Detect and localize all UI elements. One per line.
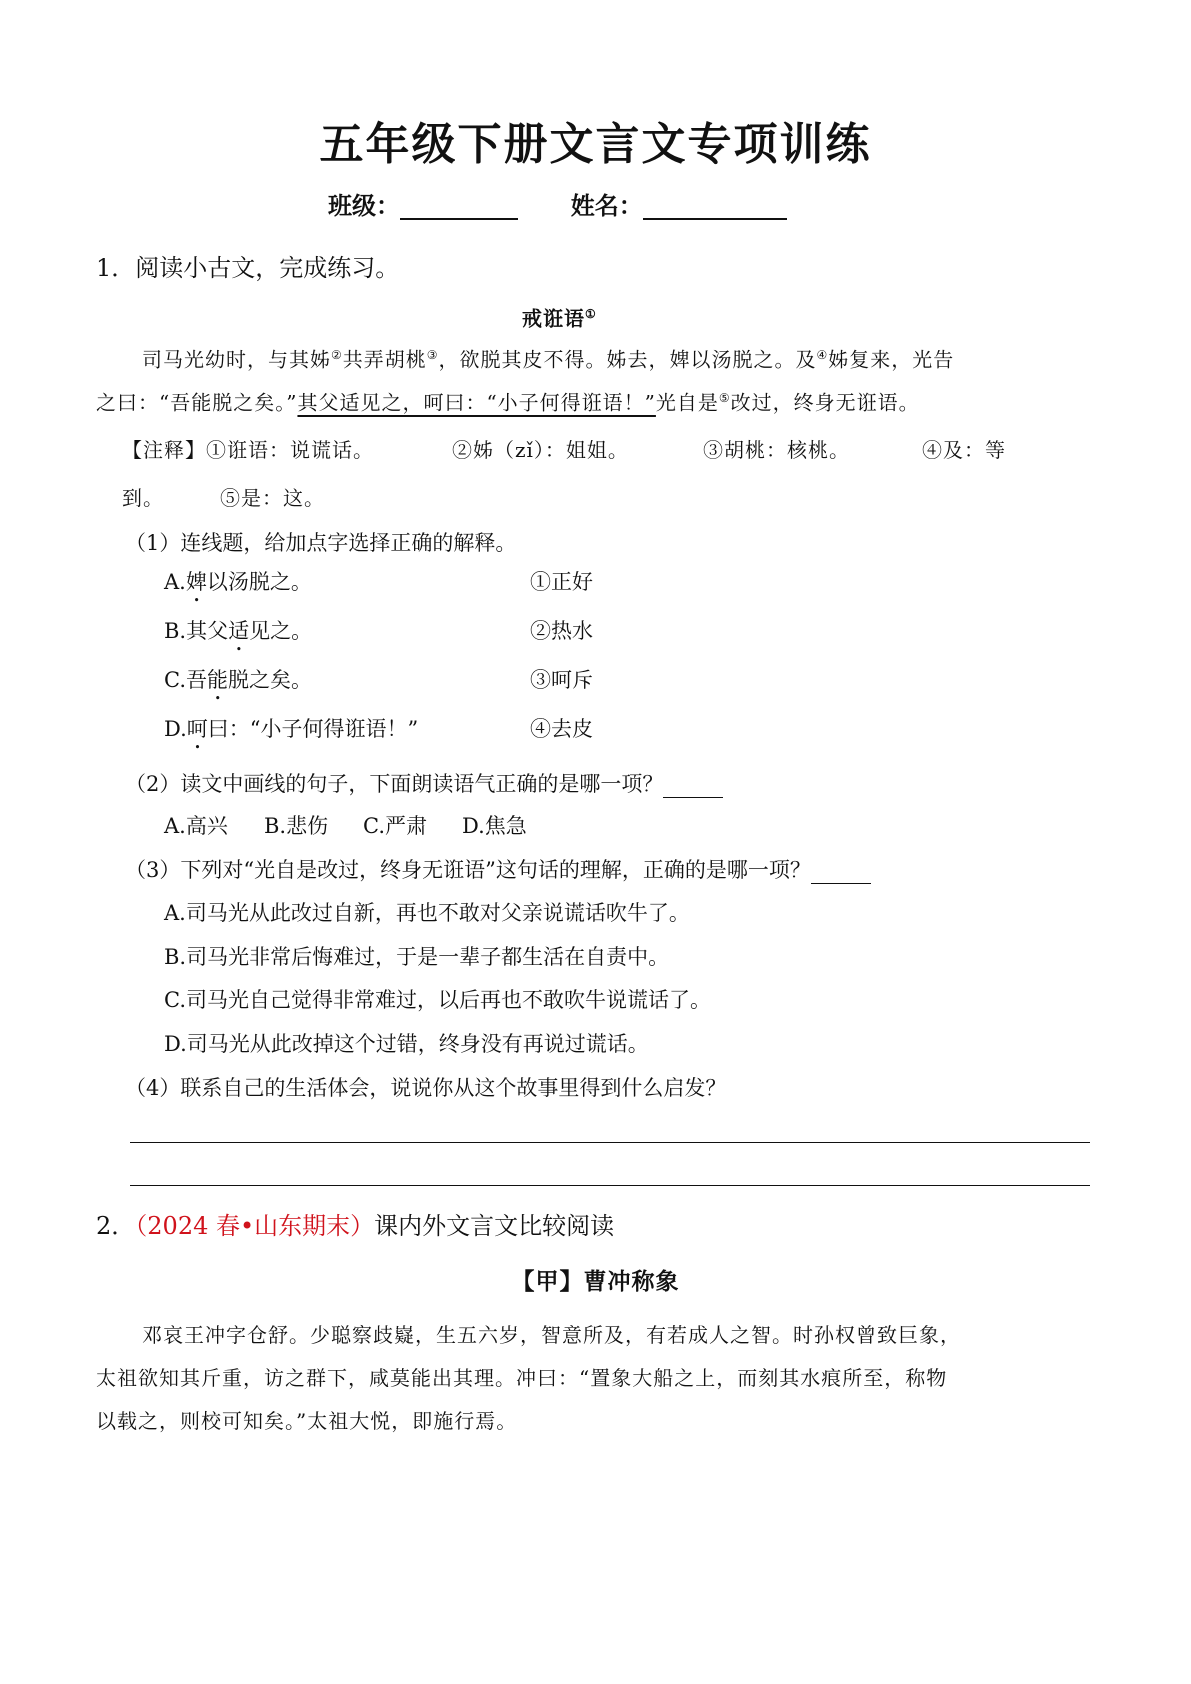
text: 改过，终身无诳语。 [730, 390, 920, 415]
note-ref: ⑤ [718, 391, 731, 405]
text: 司马光幼时，与其姊 [142, 347, 331, 372]
t: 脱之矣。 [228, 668, 312, 692]
notes-5: 到。 [122, 486, 164, 510]
page-title: 五年级下册文言文专项训练 [319, 119, 872, 170]
t: D. [164, 717, 187, 741]
sub2-option-c: C.严肃 [363, 814, 427, 838]
notes-1: 【注释】①诳语：说谎话。 [122, 438, 374, 462]
q2-passage-line2: 太祖欲知其斤重，访之群下，咸莫能出其理。冲曰：“置象大船之上，而刻其水痕所至，称物 [96, 1366, 948, 1390]
dotted-char: 能 [207, 668, 228, 692]
answer-line-1[interactable] [130, 1142, 1090, 1143]
q2-source: （2024 春•山东期末） [135, 1212, 375, 1240]
q1-passage-line2 [96, 384, 920, 417]
t: （2）读文中画线的句子，下面朗读语气正确的是哪一项？ [125, 772, 664, 796]
class-blank[interactable] [400, 194, 518, 220]
t: （3）下列对“光自是改过，终身无诳语”这句话的理解，正确的是哪一项？ [125, 858, 811, 882]
t: 以汤脱之。 [206, 570, 312, 594]
q2-heading [96, 1212, 614, 1240]
q1-passage-line1 [142, 341, 954, 374]
q2-prompt: 课内外文言文比较阅读 [374, 1212, 615, 1240]
match-left-b [164, 617, 312, 656]
sub3-option-d: D.司马光从此改掉这个过错，终身没有再说过谎话。 [164, 1032, 649, 1056]
sub3-option-c: C.司马光自己觉得非常难过，以后再也不敢吹牛说谎话了。 [164, 988, 711, 1012]
t: 曰：“小子何得诳语！” [207, 717, 419, 741]
dotted-char: 婢 [185, 570, 207, 594]
text: 姊复来，光告 [828, 347, 955, 372]
name-blank[interactable] [643, 194, 787, 220]
class-label: 班级： [328, 191, 400, 220]
text: 光自是 [655, 390, 719, 415]
q1-prompt: 1．阅读小古文，完成练习。 [96, 254, 400, 282]
match-left-d [164, 715, 418, 754]
match-right-2: ②热水 [530, 619, 593, 643]
t: C.吾 [164, 668, 207, 692]
dotted-char: 呵 [186, 717, 208, 741]
sub3-option-a: A.司马光从此改过自新，再也不敢对父亲说谎话吹牛了。 [164, 901, 690, 925]
match-right-1: ①正好 [530, 570, 593, 594]
q2-passage-line3: 以载之，则校可知矣。”太祖大悦，即施行焉。 [96, 1409, 518, 1433]
sub4-prompt: （4）联系自己的生活体会，说说你从这个故事里得到什么启发？ [125, 1076, 727, 1100]
note-ref: ③ [426, 348, 439, 362]
sub2-option-b: B.悲伤 [264, 814, 329, 838]
name-label: 姓名： [570, 191, 643, 220]
t: 见之。 [249, 619, 313, 643]
notes-6: ⑤是：这。 [220, 486, 325, 510]
note-ref: ② [331, 348, 343, 362]
underlined-sentence: 其父适见之，呵曰：“小子何得诳语！” [297, 390, 656, 415]
sub2-option-d: D.焦急 [462, 814, 527, 838]
notes-3: ③胡桃：核桃。 [703, 438, 850, 462]
text: 共弄胡桃 [342, 347, 427, 372]
match-left-a [164, 568, 312, 607]
sub2-prompt [125, 770, 723, 798]
q2-number: 2． [96, 1212, 136, 1240]
t: B.其父 [164, 619, 229, 643]
class-name-row [328, 192, 787, 220]
match-right-3: ③呵斥 [530, 668, 593, 692]
q2-passage-line1: 邓哀王冲字仓舒。少聪察歧嶷，生五六岁，智意所及，有若成人之智。时孙权曾致巨象， [142, 1323, 961, 1347]
match-right-4: ④去皮 [530, 717, 593, 741]
answer-blank[interactable] [811, 861, 871, 884]
note-ref: ① [585, 307, 597, 321]
answer-line-2[interactable] [130, 1185, 1090, 1186]
text: 之曰：“吾能脱之矣。” [96, 390, 298, 415]
sub3-prompt [125, 856, 871, 884]
sub2-option-a: A.高兴 [164, 814, 228, 838]
answer-blank[interactable] [663, 775, 723, 798]
match-left-c [164, 666, 312, 705]
t: A. [164, 570, 186, 594]
sub1-prompt: （1）连线题，给加点字选择正确的解释。 [125, 531, 517, 555]
passage-title-text: 戒诳语 [522, 306, 585, 331]
note-ref: ④ [816, 348, 829, 362]
dotted-char: 适 [228, 619, 250, 643]
q1-passage-title [522, 300, 597, 333]
sub3-option-b: B.司马光非常后悔难过，于是一辈子都生活在自责中。 [164, 945, 670, 969]
text: ，欲脱其皮不得。姊去，婢以汤脱之。及 [438, 347, 817, 372]
notes-2: ②姊（zǐ）：姐姐。 [452, 438, 629, 462]
q2-passage-title: 【甲】曹冲称象 [511, 1268, 680, 1295]
notes-4: ④及：等 [922, 438, 1006, 462]
